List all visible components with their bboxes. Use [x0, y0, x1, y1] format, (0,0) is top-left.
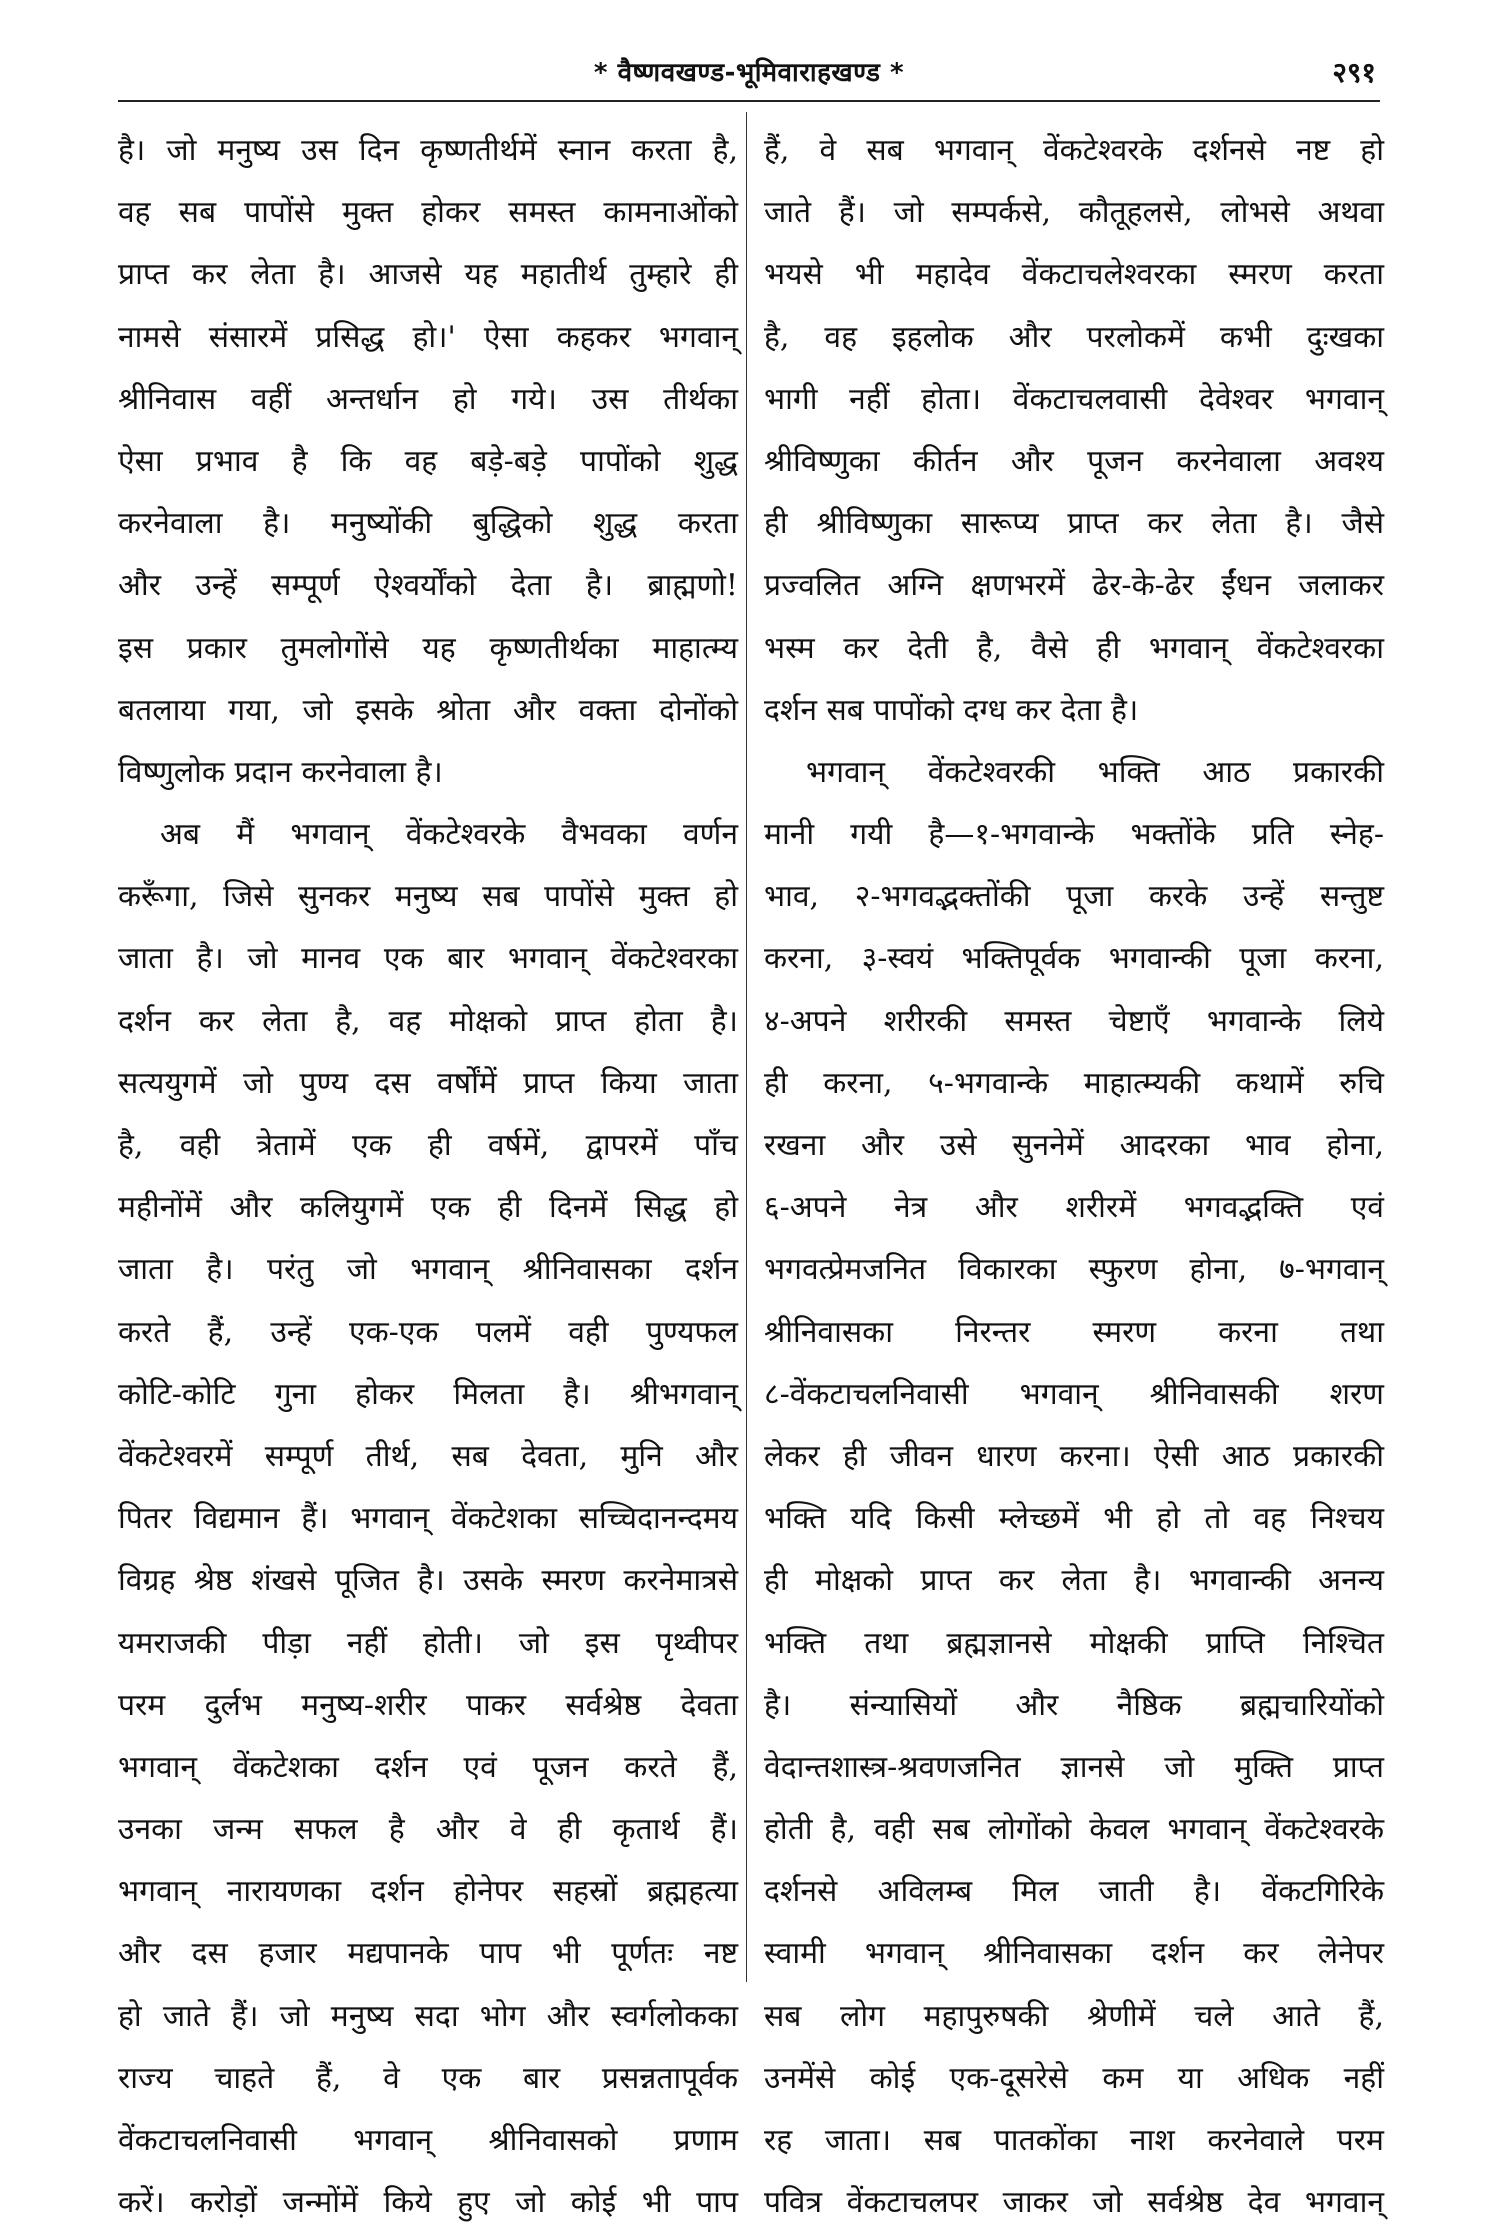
text-line: कोटि-कोटि गुना होकर मिलता है। श्रीभगवान् [118, 1376, 738, 1412]
column-divider [746, 112, 747, 1982]
text-line: उनमेंसे कोई एक-दूसरेसे कम या अधिक नहीं [764, 2060, 1384, 2096]
text-line: जाते हैं। जो सम्पर्कसे, कौतूहलसे, लोभसे अथवा [764, 195, 1384, 231]
text-line: वेंकटेश्वरमें सम्पूर्ण तीर्थ, सब देवता, मुनि और [118, 1438, 738, 1474]
text-line: प्रज्वलित अग्नि क्षणभरमें ढेर-के-ढेर ईंधन जलाकर [764, 568, 1384, 604]
text-line: विग्रह श्रेष्ठ शंखसे पूजित है। उसके स्मरण करनेमात्रसे [118, 1563, 738, 1599]
paragraph-start-line: भगवान् वेंकटेश्वरकी भक्ति आठ प्रकारकी [806, 754, 1384, 790]
text-line: है। जो मनुष्य उस दिन कृष्णतीर्थमें स्नान करता है, [118, 133, 738, 168]
text-line: जाता है। परंतु जो भगवान् श्रीनिवासका दर्शन [118, 1252, 738, 1288]
text-line: करना, ३-स्वयं भक्तिपूर्वक भगवान्की पूजा करना, [764, 941, 1384, 977]
text-line: करूँगा, जिसे सुनकर मनुष्य सब पापोंसे मुक्त हो [118, 879, 738, 915]
text-line: भस्म कर देती है, वैसे ही भगवान् वेंकटेश्वरका [764, 630, 1384, 666]
text-line: श्रीविष्णुका कीर्तन और पूजन करनेवाला अवश्य [764, 443, 1384, 479]
text-line: महीनोंमें और कलियुगमें एक ही दिनमें सिद्ध हो [118, 1190, 738, 1226]
text-line: उनका जन्म सफल है और वे ही कृतार्थ हैं। [118, 1812, 738, 1848]
page-number: २९१ [1332, 56, 1376, 89]
text-line: करनेवाला है। मनुष्योंकी बुद्धिको शुद्ध करता [118, 506, 738, 542]
text-line: परम दुर्लभ मनुष्य-शरीर पाकर सर्वश्रेष्ठ देवता [118, 1687, 738, 1723]
text-line: प्राप्त कर लेता है। आजसे यह महातीर्थ तुम्हारे ही [118, 257, 738, 293]
left-column [118, 120, 738, 2234]
text-line: भगवान् नारायणका दर्शन होनेपर सहस्रों ब्रह्महत्या [118, 1874, 738, 1910]
text-line: ऐसा प्रभाव है कि वह बड़े-बड़े पापोंको शुद्ध [118, 443, 738, 479]
text-line: दर्शनसे अविलम्ब मिल जाती है। वेंकटगिरिके [764, 1874, 1384, 1910]
text-line: पितर विद्यमान हैं। भगवान् वेंकटेशका सच्चिदानन्दमय [118, 1501, 738, 1537]
text-line: ही श्रीविष्णुका सारूप्य प्राप्त कर लेता है। जैसे [764, 506, 1384, 542]
text-line: रखना और उसे सुननेमें आदरका भाव होना, [764, 1128, 1384, 1163]
text-line: श्रीनिवासका निरन्तर स्मरण करना तथा [764, 1314, 1384, 1350]
text-line: नामसे संसारमें प्रसिद्ध हो।' ऐसा कहकर भगवान् [118, 319, 738, 355]
text-line: ८-वेंकटाचलनिवासी भगवान् श्रीनिवासकी शरण [764, 1376, 1384, 1412]
text-line: भाव, २-भगवद्भक्तोंकी पूजा करके उन्हें सन्तुष्ट [764, 879, 1384, 915]
text-line: दर्शन कर लेता है, वह मोक्षको प्राप्त होता है। [118, 1003, 738, 1039]
text-line: रह जाता। सब पातकोंका नाश करनेवाले परम [764, 2123, 1384, 2158]
text-line: ही करना, ५-भगवान्के माहात्म्यकी कथामें रुचि [764, 1065, 1384, 1101]
text-line: भक्ति यदि किसी म्लेच्छमें भी हो तो वह निश्चय [764, 1501, 1384, 1537]
text-line: बतलाया गया, जो इसके श्रोता और वक्ता दोनोंको [118, 692, 738, 728]
text-line: लेकर ही जीवन धारण करना। ऐसी आठ प्रकारकी [764, 1438, 1384, 1474]
text-line: वेंकटाचलनिवासी भगवान् श्रीनिवासको प्रणाम [118, 2123, 738, 2158]
paragraph-end-line: दर्शन सब पापोंको दग्ध कर देता है। [764, 692, 1139, 728]
text-line: भगवान् वेंकटेशका दर्शन एवं पूजन करते हैं, [118, 1749, 738, 1785]
text-line: मानी गयी है—१-भगवान्के भक्तोंके प्रति स्नेह- [764, 817, 1384, 853]
text-line: होती है, वही सब लोगोंको केवल भगवान् वेंकटेश्वरके [764, 1812, 1384, 1848]
text-line: है, वह इहलोक और परलोकमें कभी दुःखका [764, 319, 1384, 355]
text-line: स्वामी भगवान् श्रीनिवासका दर्शन कर लेनेपर [764, 1936, 1384, 1972]
text-line: और दस हजार मद्यपानके पाप भी पूर्णतः नष्ट [118, 1936, 738, 1972]
text-line: हो जाते हैं। जो मनुष्य सदा भोग और स्वर्गलोकका [118, 1998, 738, 2034]
text-line: सत्ययुगमें जो पुण्य दस वर्षोंमें प्राप्त किया जाता [118, 1065, 738, 1101]
text-line: वह सब पापोंसे मुक्त होकर समस्त कामनाओंको [118, 195, 738, 231]
text-line: ही मोक्षको प्राप्त कर लेता है। भगवान्की अनन्य [764, 1563, 1384, 1599]
text-line: भगवत्प्रेमजनित विकारका स्फुरण होना, ७-भगवान् [764, 1252, 1384, 1288]
text-line: करें। करोड़ों जन्मोंमें किये हुए जो कोई भी पाप [118, 2185, 738, 2221]
text-line: वेदान्तशास्त्र-श्रवणजनित ज्ञानसे जो मुक्ति प्राप्त [764, 1749, 1384, 1785]
running-title: * वैष्णवखण्ड-भूमिवाराहखण्ड * [593, 58, 905, 88]
text-line: भयसे भी महादेव वेंकटाचलेश्वरका स्मरण करता [764, 257, 1384, 293]
text-line: हैं, वे सब भगवान् वेंकटेश्वरके दर्शनसे नष्ट हो [764, 133, 1384, 168]
text-line: भागी नहीं होता। वेंकटाचलवासी देवेश्वर भगवान् [764, 381, 1384, 417]
text-line: इस प्रकार तुमलोगोंसे यह कृष्णतीर्थका माहात्म्य [118, 630, 738, 666]
header-rule [118, 100, 1380, 102]
paragraph-start-line: अब मैं भगवान् वेंकटेश्वरके वैभवका वर्णन [160, 817, 738, 853]
right-column [764, 120, 1384, 2234]
text-line: करते हैं, उन्हें एक-एक पलमें वही पुण्यफल [118, 1314, 738, 1350]
text-line: यमराजकी पीड़ा नहीं होती। जो इस पृथ्वीपर [118, 1625, 738, 1661]
paragraph-end-line: विष्णुलोक प्रदान करनेवाला है। [118, 754, 443, 790]
text-line: ६-अपने नेत्र और शरीरमें भगवद्भक्ति एवं [764, 1190, 1384, 1226]
text-line: और उन्हें सम्पूर्ण ऐश्वर्योंको देता है। ब्राह्मणो! [118, 568, 738, 604]
text-line: है। संन्यासियों और नैष्ठिक ब्रह्मचारियोंको [764, 1687, 1384, 1723]
page-header [118, 52, 1380, 94]
text-line: है, वही त्रेतामें एक ही वर्षमें, द्वापरमें पाँच [118, 1128, 738, 1163]
text-line: भक्ति तथा ब्रह्मज्ञानसे मोक्षकी प्राप्ति निश्चित [764, 1625, 1384, 1661]
text-line: ४-अपने शरीरकी समस्त चेष्टाएँ भगवान्के लिये [764, 1003, 1384, 1039]
text-line: श्रीनिवास वहीं अन्तर्धान हो गये। उस तीर्थका [118, 381, 738, 417]
text-line: सब लोग महापुरुषकी श्रेणीमें चले आते हैं, [764, 1998, 1384, 2034]
text-line: राज्य चाहते हैं, वे एक बार प्रसन्नतापूर्वक [118, 2060, 738, 2096]
text-line: जाता है। जो मानव एक बार भगवान् वेंकटेश्वरका [118, 941, 738, 977]
text-line: पवित्र वेंकटाचलपर जाकर जो सर्वश्रेष्ठ देव भगवान् [764, 2185, 1384, 2221]
